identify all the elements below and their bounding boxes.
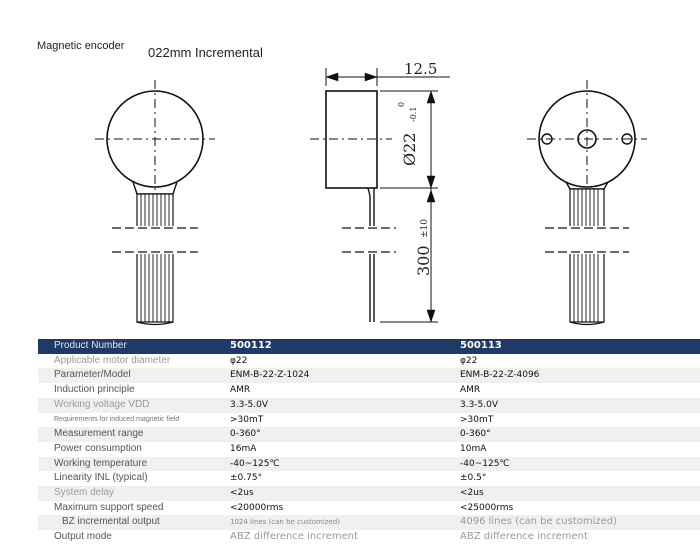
row-value-a: 3.3-5.0V	[228, 398, 460, 413]
row-value-a: <2us	[228, 486, 460, 501]
row-label: Linearity INL (typical)	[54, 472, 148, 484]
row-value-b: 4096 lines (can be customized)	[460, 515, 700, 530]
table-row	[38, 471, 700, 486]
row-value-a: 1024 lines (can be customized)	[228, 515, 460, 530]
row-label: Output mode	[54, 531, 112, 543]
row-label: Power consumption	[54, 442, 142, 454]
row-label: Working temperature	[38, 457, 228, 472]
front-view-left	[95, 80, 215, 325]
row-label: BZ incremental output	[38, 515, 228, 530]
row-value-b: 10mA	[460, 443, 487, 454]
row-value-a: ABZ difference increment	[230, 531, 358, 543]
row-value-a: 0-360°	[228, 427, 460, 442]
table-header-row	[38, 339, 700, 354]
table-row	[38, 501, 700, 516]
table-row	[38, 530, 700, 545]
table-header-a: 500112	[228, 339, 460, 354]
row-label: Measurement range	[38, 427, 228, 442]
spec-table	[38, 339, 700, 545]
row-value-a: <20000rms	[230, 502, 284, 513]
title-magnetic-encoder: Magnetic encoder	[37, 40, 125, 52]
row-value-b: AMR	[460, 385, 481, 396]
row-value-b: 0-360°	[460, 427, 700, 442]
row-value-a: >30mT	[230, 414, 264, 425]
row-value-b: ABZ difference increment	[460, 531, 588, 543]
row-value-b: <25000rms	[460, 502, 514, 513]
row-value-b: 3.3-5.0V	[460, 398, 700, 413]
row-value-a: ±0.75°	[230, 473, 263, 484]
row-value-b: ENM-B-22-Z-4096	[460, 368, 700, 383]
table-row	[38, 413, 700, 428]
table-row	[38, 427, 700, 442]
table-row	[38, 354, 700, 369]
row-label: Induction principle	[54, 384, 135, 396]
row-value-b: <2us	[460, 486, 700, 501]
dim-cable-length: 300	[414, 245, 433, 276]
dim-width-label: 12.5	[404, 60, 438, 78]
row-label: Parameter/Model	[38, 368, 228, 383]
table-row	[38, 442, 700, 457]
table-row	[38, 515, 700, 530]
back-view-right	[527, 80, 647, 325]
row-value-a: 16mA	[230, 443, 257, 454]
row-value-b: ±0.5°	[460, 473, 487, 484]
title-incremental: 022mm Incremental	[148, 45, 263, 60]
dim-diameter-label: Ø22	[400, 132, 419, 166]
row-value-b: >30mT	[460, 414, 494, 425]
dim-tolerance-top: 0	[397, 101, 406, 107]
row-value-a: φ22	[230, 355, 248, 366]
dim-cable-tolerance: ±10	[420, 219, 430, 238]
table-row	[38, 368, 700, 383]
row-value-a: -40~125℃	[228, 457, 460, 472]
table-header-label: Product Number	[38, 339, 228, 354]
row-value-b: φ22	[460, 355, 478, 366]
table-row	[38, 398, 700, 413]
side-view	[310, 68, 450, 322]
row-label: Working voltage VDD	[38, 398, 228, 413]
table-header-b: 500113	[460, 339, 700, 354]
row-label: Maximum support speed	[54, 501, 164, 513]
row-value-a: ENM-B-22-Z-1024	[228, 368, 460, 383]
dim-tolerance-bottom: -0.1	[409, 106, 418, 122]
row-label: System delay	[38, 486, 228, 501]
row-label: Requirements for induced magnetic field	[54, 415, 180, 423]
row-label: Applicable motor diameter	[54, 354, 171, 366]
table-row	[38, 457, 700, 472]
table-row	[38, 486, 700, 501]
row-value-a: AMR	[230, 385, 251, 396]
table-row	[38, 383, 700, 398]
row-value-b: -40~125℃	[460, 457, 700, 472]
